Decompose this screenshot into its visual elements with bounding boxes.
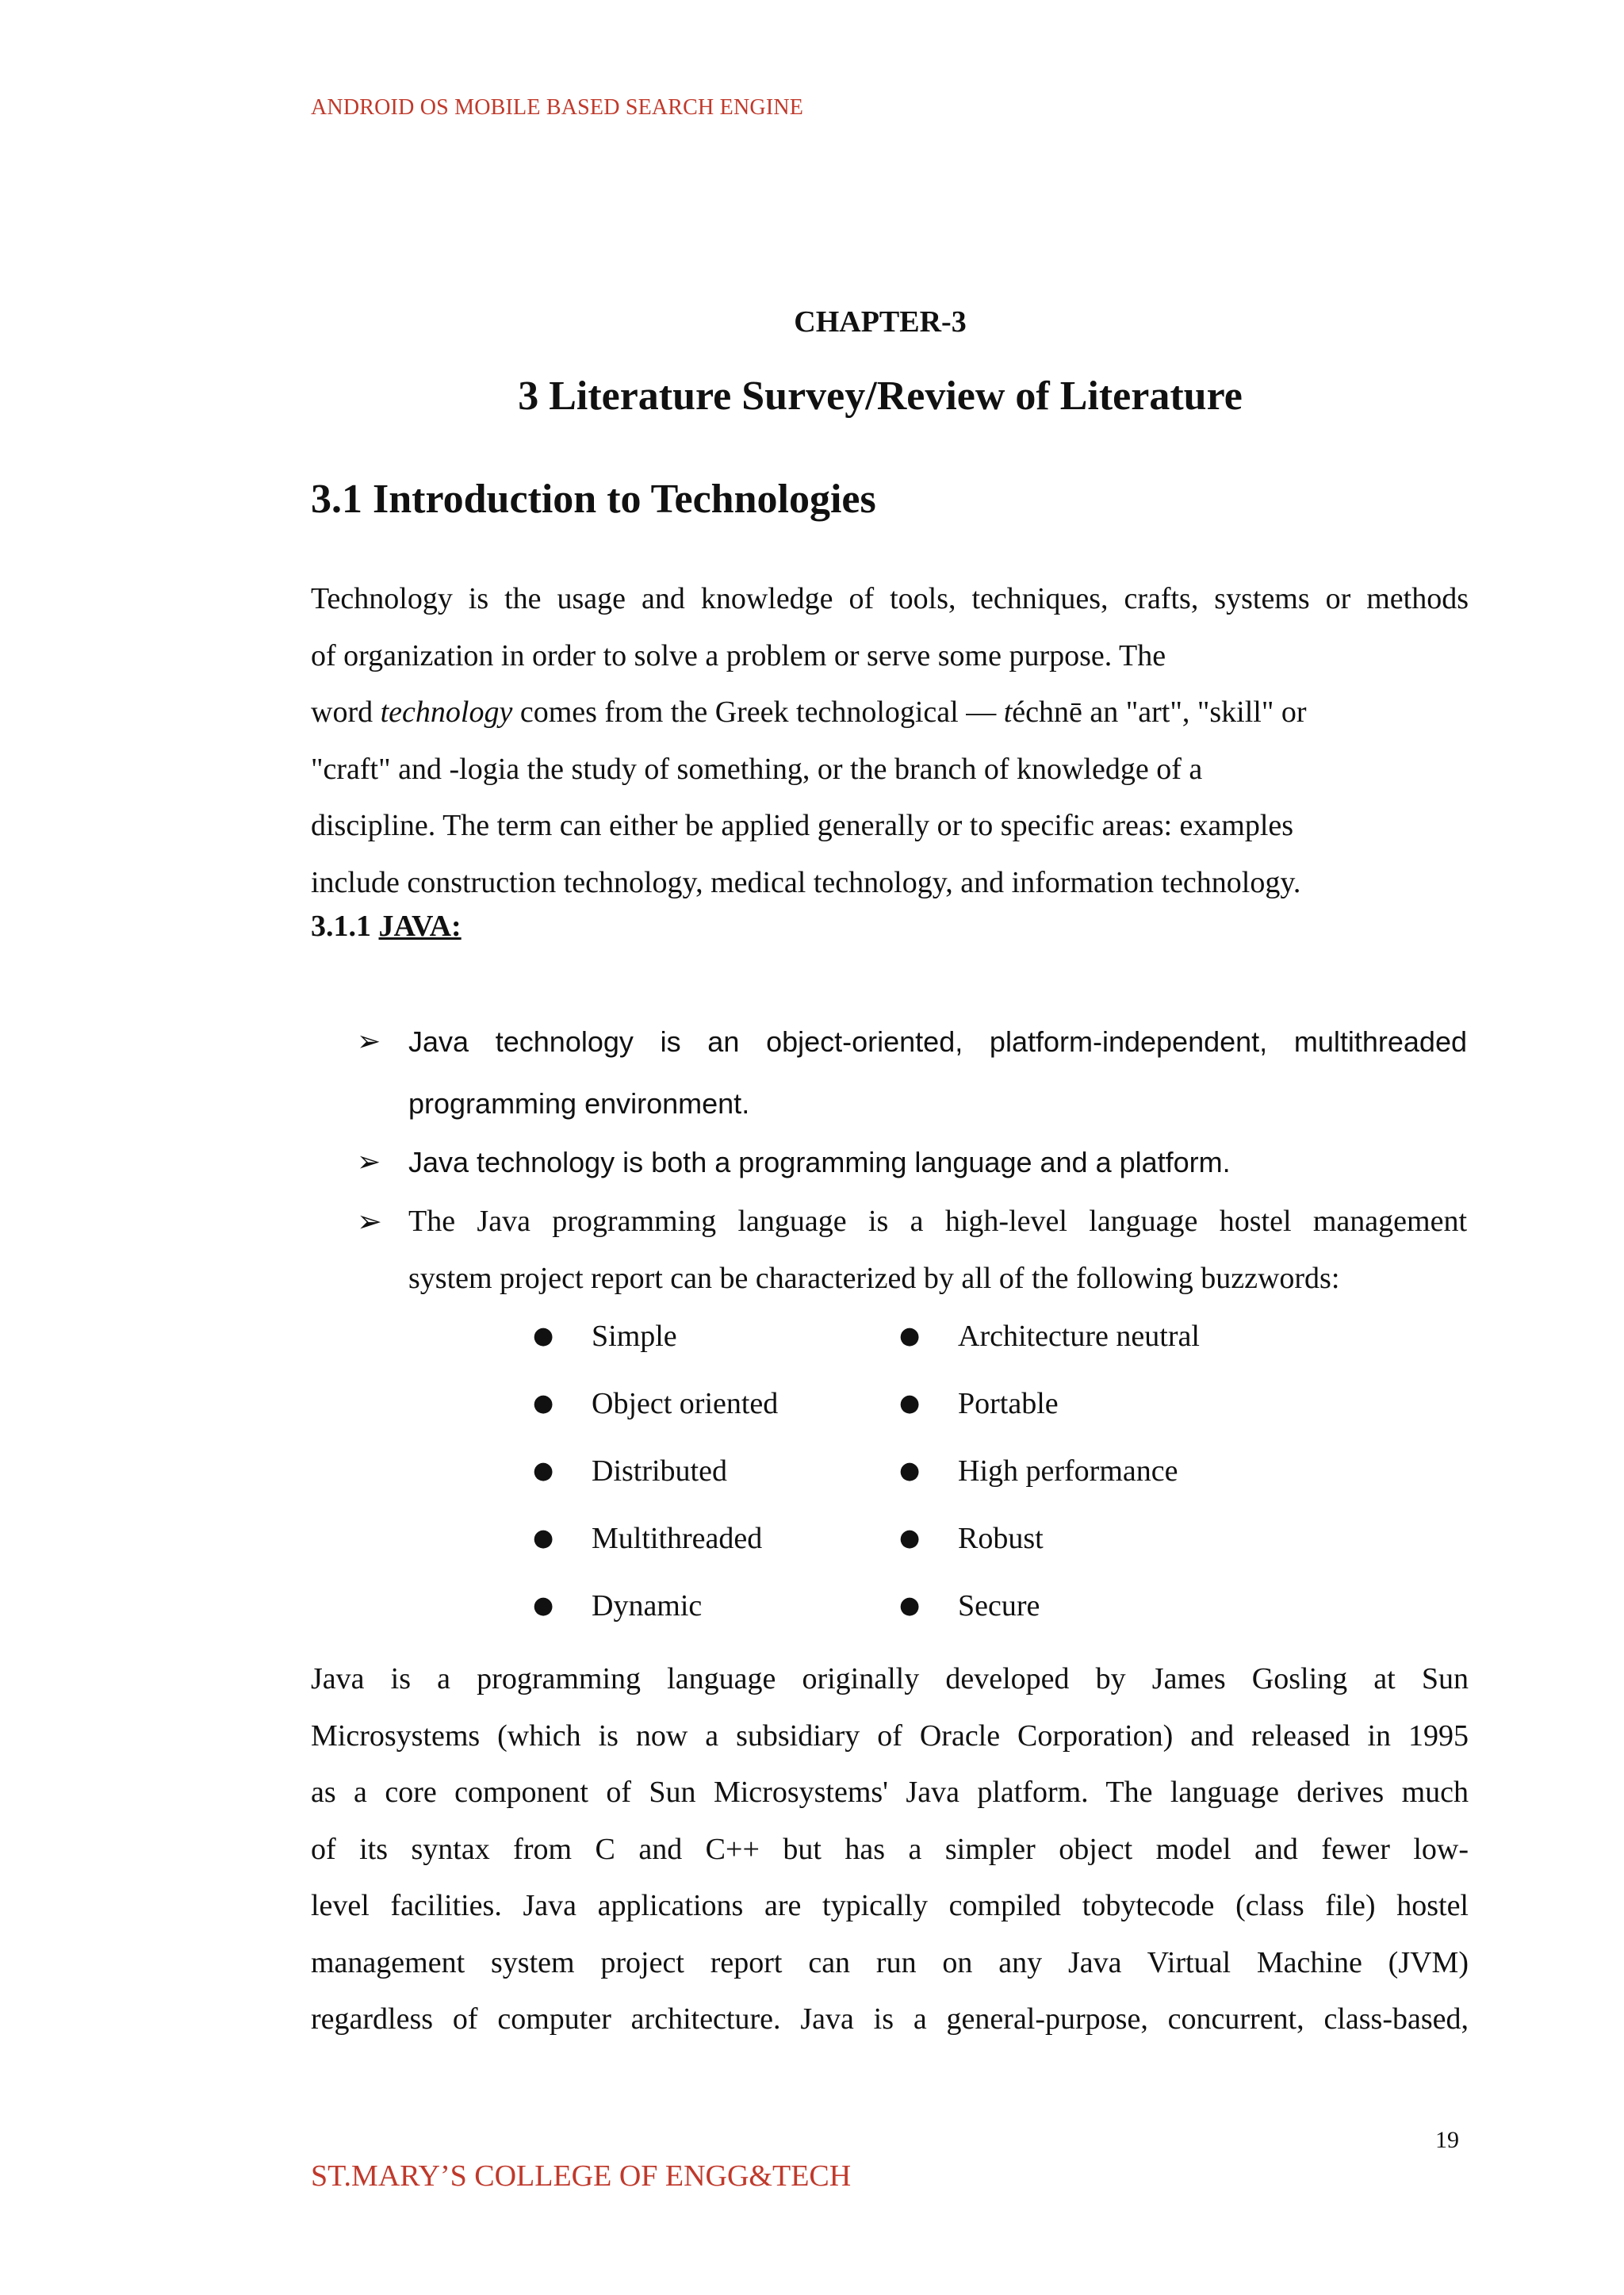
buzzword-item — [533, 1586, 899, 1653]
bullet-dot-icon: ● — [533, 1592, 554, 1619]
intro-line: discipline. The term can either be applied generally or to specific areas: examples — [311, 809, 1294, 842]
bullet-dot-icon: ● — [533, 1389, 554, 1417]
java-paragraph-line: as a core component of Sun Microsystems' Java platform. The language derives much — [311, 1776, 1469, 1809]
java-point-continued — [357, 1085, 1467, 1123]
bullet-dot-icon: ● — [899, 1524, 921, 1552]
buzzword-label: Robust — [958, 1522, 1044, 1555]
java-paragraph — [311, 1651, 1469, 2048]
subsection-heading — [311, 909, 462, 944]
arrow-bullet-icon: ➢ — [357, 1146, 381, 1178]
subsection-title: JAVA: — [378, 910, 462, 943]
java-point-text: Java technology is both a programming language and a platform. — [408, 1146, 1231, 1178]
java-paragraph-line: Java is a programming language originally developed by James Gosling at Sun — [311, 1662, 1469, 1695]
java-point — [357, 1144, 1467, 1182]
page-number: 19 — [1435, 2127, 1459, 2153]
bullet-dot-icon: ● — [533, 1457, 554, 1485]
java-point-continued — [357, 1259, 1467, 1297]
buzzword-label: Portable — [958, 1387, 1059, 1420]
buzzword-label: Dynamic — [592, 1589, 703, 1623]
subsection-number: 3.1.1 — [311, 910, 379, 943]
buzzword-item — [533, 1451, 899, 1519]
intro-line — [311, 684, 1469, 741]
intro-text: comes from the Greek technological — — [512, 695, 1004, 729]
intro-line: Technology is the usage and knowledge of tools, techniques, crafts, systems or methods — [311, 582, 1469, 615]
intro-line: "craft" and -logia the study of something, or the branch of knowledge of a — [311, 752, 1203, 786]
running-footer: ST.MARY’S COLLEGE OF ENGG&TECH — [311, 2159, 852, 2193]
java-point — [357, 1023, 1467, 1061]
buzzword-item — [899, 1316, 1264, 1384]
running-header: ANDROID OS MOBILE BASED SEARCH ENGINE — [311, 95, 804, 120]
buzzword-item — [899, 1384, 1264, 1451]
intro-text: word — [311, 695, 381, 729]
buzzword-label: Secure — [958, 1589, 1040, 1623]
buzzword-item — [899, 1586, 1264, 1653]
buzzword-label: Object oriented — [592, 1387, 779, 1420]
buzzword-label: Simple — [592, 1320, 677, 1353]
section-heading: 3.1 Introduction to Technologies — [311, 477, 876, 522]
intro-paragraph — [311, 571, 1469, 911]
bullet-dot-icon: ● — [899, 1389, 921, 1417]
intro-italic-letter: t — [1003, 695, 1013, 729]
buzzword-label: Distributed — [592, 1454, 727, 1488]
java-paragraph-line: management system project report can run on any Java Virtual Machine (JVM) — [311, 1945, 1469, 1979]
buzzword-item — [533, 1316, 899, 1384]
arrow-bullet-icon: ➢ — [357, 1204, 382, 1239]
java-point-text: programming environment. — [408, 1087, 750, 1120]
intro-line: include construction technology, medical technology, and information technology. — [311, 865, 1301, 899]
chapter-title: 3 Literature Survey/Review of Literature — [518, 374, 1243, 419]
java-point-text: The Java programming language is a high-level language hostel management — [408, 1205, 1467, 1238]
bullet-dot-icon: ● — [899, 1322, 921, 1350]
bullet-dot-icon: ● — [533, 1524, 554, 1552]
java-point-text: Java technology is an object-oriented, platform-independent, multithreaded — [408, 1025, 1467, 1058]
buzzword-label: Architecture neutral — [958, 1320, 1200, 1353]
java-point — [357, 1202, 1467, 1240]
arrow-bullet-icon: ➢ — [357, 1025, 381, 1058]
buzzword-list — [533, 1316, 1264, 1653]
java-point-text: system project report can be characterized by all of the following buzzwords: — [408, 1262, 1340, 1295]
java-paragraph-line: level facilities. Java applications are typically compiled tobytecode (class file) hostel — [311, 1889, 1469, 1922]
buzzword-item — [899, 1451, 1264, 1519]
java-point-list — [357, 1023, 1467, 1297]
buzzword-label: Multithreaded — [592, 1522, 763, 1555]
chapter-label: CHAPTER-3 — [794, 305, 967, 339]
buzzword-label: High performance — [958, 1454, 1178, 1488]
intro-italic-term: technology — [380, 695, 513, 729]
buzzword-item — [899, 1519, 1264, 1586]
intro-line: of organization in order to solve a problem or serve some purpose. The — [311, 638, 1166, 672]
intro-text: échnē an "art", "skill" or — [1012, 695, 1307, 729]
bullet-dot-icon: ● — [533, 1322, 554, 1350]
bullet-dot-icon: ● — [899, 1457, 921, 1485]
java-paragraph-line: Microsystems (which is now a subsidiary of Oracle Corporation) and released in 1995 — [311, 1718, 1469, 1753]
java-paragraph-line: of its syntax from C and C++ but has a simpler object model and fewer low- — [311, 1832, 1469, 1866]
java-paragraph-line: regardless of computer architecture. Java is a general-purpose, concurrent, class-based, — [311, 2002, 1469, 2036]
buzzword-item — [533, 1519, 899, 1586]
buzzword-item — [533, 1384, 899, 1451]
bullet-dot-icon: ● — [899, 1592, 921, 1619]
